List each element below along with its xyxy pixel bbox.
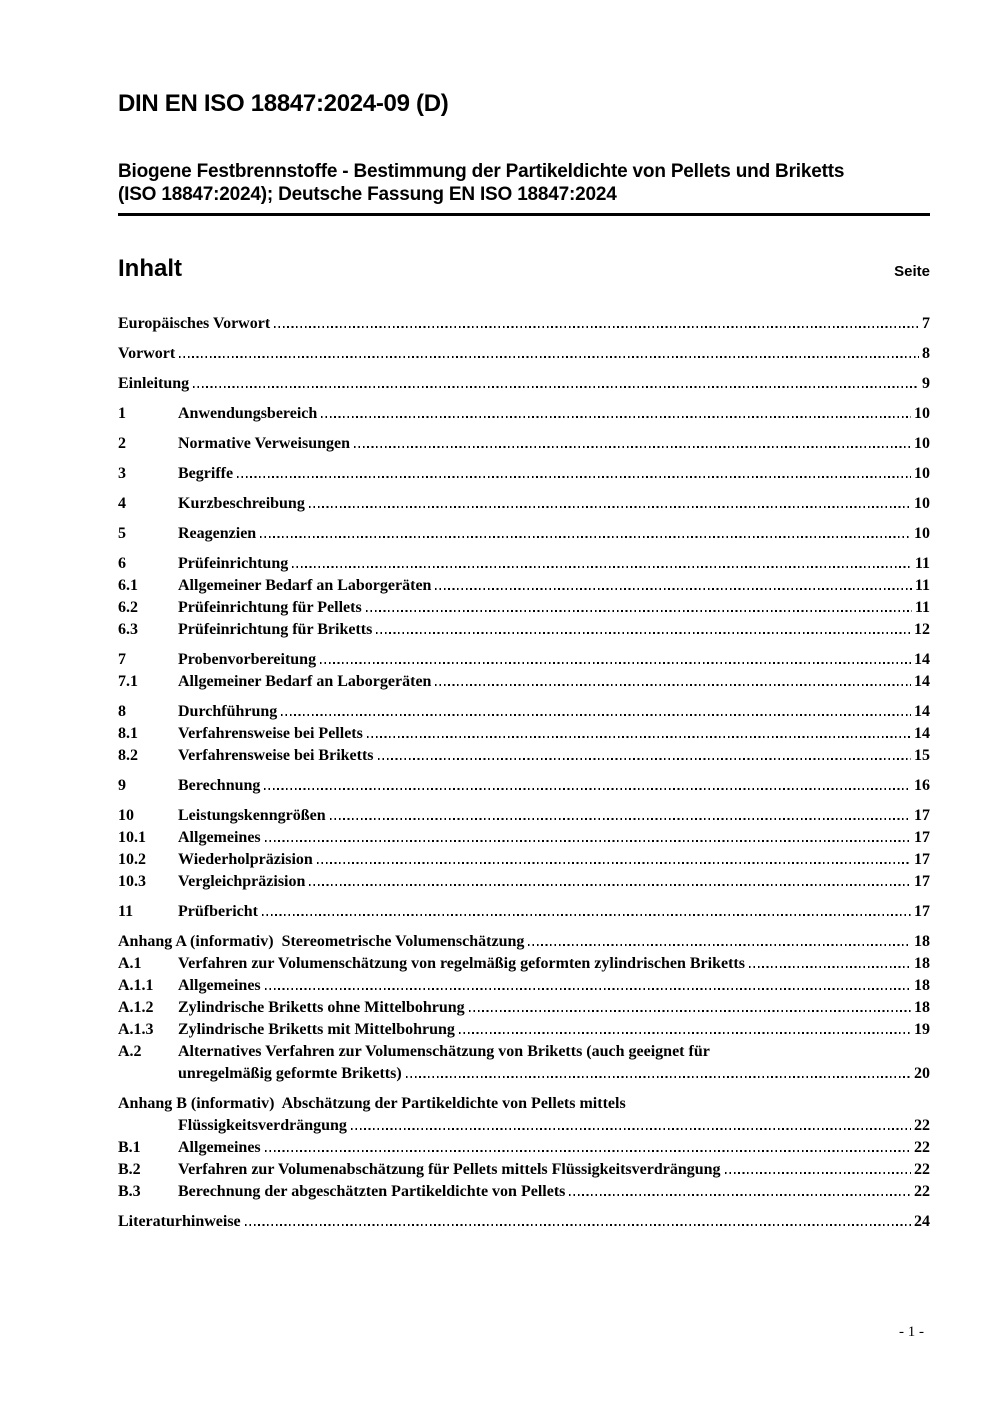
toc-entry-label: Anwendungsbereich [178, 405, 318, 422]
toc-entry-page: 11 [914, 577, 930, 594]
toc-entry-page: 17 [914, 903, 930, 920]
toc-entry-page: 10 [914, 525, 930, 542]
toc-entry [118, 1115, 930, 1137]
toc-entry [118, 953, 930, 975]
toc-entry-page: 22 [914, 1161, 930, 1178]
toc-entry-page: 10 [914, 435, 930, 452]
toc-entry [118, 827, 930, 849]
toc-entry-number: B.2 [118, 1161, 141, 1178]
toc-leader-dots [435, 684, 911, 686]
toc-leader-dots [320, 662, 911, 664]
toc-group [118, 775, 930, 797]
toc-group [118, 805, 930, 893]
toc-entry-number: A.1.2 [118, 999, 154, 1016]
toc-entry-label: Probenvorbereitung [178, 651, 317, 668]
toc-entry-page: 14 [914, 703, 930, 720]
toc-entry-label: Vorwort [118, 345, 176, 362]
document-title-line-1: Biogene Festbrennstoffe - Bestimmung der Partikeldichte von Pellets und Briketts [118, 161, 845, 182]
toc-entry-number: 6.2 [118, 599, 138, 616]
toc-group [118, 403, 930, 425]
toc-leader-dots [262, 914, 911, 916]
toc-entry-label: Prüfeinrichtung [178, 555, 289, 572]
toc-leader-dots [528, 944, 911, 946]
toc-entry-label: Wiederholpräzision [178, 851, 313, 868]
toc-entry-number: A.1.1 [118, 977, 154, 994]
toc-entry-label: Zylindrische Briketts ohne Mittelbohrung [178, 999, 465, 1016]
toc-leader-dots [292, 566, 912, 568]
toc-group [118, 553, 930, 641]
toc-entry-label: Verfahrensweise bei Pellets [178, 725, 363, 742]
toc-entry-page: 17 [914, 851, 930, 868]
toc-group [118, 313, 930, 335]
toc-group [118, 493, 930, 515]
toc-entry-label: Begriffe [178, 465, 234, 482]
toc-entry [118, 745, 930, 767]
page-column-label: Seite [894, 263, 930, 280]
toc-entry [118, 931, 930, 953]
toc-entry-page: 14 [914, 725, 930, 742]
toc-leader-dots [330, 818, 911, 820]
toc-entry-label: Verfahrensweise bei Briketts [178, 747, 374, 764]
toc-leader-dots [459, 1032, 911, 1034]
toc-entry-number: B.1 [118, 1139, 141, 1156]
toc-entry-number: 4 [118, 495, 126, 512]
contents-heading: Inhalt [118, 255, 182, 282]
toc-entry-number: 8 [118, 703, 126, 720]
toc-entry-number: 1 [118, 405, 126, 422]
toc-leader-dots [260, 536, 911, 538]
toc-group [118, 523, 930, 545]
toc-entry-label: Allgemeiner Bedarf an Laborgeräten [178, 673, 432, 690]
toc-entry-page: 14 [914, 651, 930, 668]
toc-leader-dots [321, 416, 911, 418]
toc-entry [118, 1093, 930, 1115]
toc-entry [118, 975, 930, 997]
toc-entry-page: 22 [914, 1183, 930, 1200]
toc-entry [118, 901, 930, 923]
toc-leader-dots [245, 1224, 911, 1226]
toc-entry-page: 22 [914, 1117, 930, 1134]
toc-entry [118, 523, 930, 545]
toc-entry [118, 373, 930, 395]
toc-entry-number: 10.2 [118, 851, 146, 868]
toc-leader-dots [264, 788, 911, 790]
toc-entry-number: 2 [118, 435, 126, 452]
toc-entry [118, 849, 930, 871]
toc-entry-number: 7.1 [118, 673, 138, 690]
toc-entry [118, 1019, 930, 1041]
toc-entry-page: 8 [922, 345, 930, 362]
toc-entry-page: 10 [914, 495, 930, 512]
toc-leader-dots [354, 446, 911, 448]
toc-entry [118, 805, 930, 827]
toc-leader-dots [265, 1150, 911, 1152]
toc-entry [118, 343, 930, 365]
toc-entry-number: A.1.3 [118, 1021, 154, 1038]
toc-entry [118, 723, 930, 745]
table-of-contents [118, 313, 930, 1233]
toc-entry-label: Einleitung [118, 375, 190, 392]
toc-leader-dots [237, 476, 911, 478]
toc-entry-label: Prüfbericht [178, 903, 258, 920]
toc-entry [118, 1181, 930, 1203]
toc-group [118, 649, 930, 693]
toc-entry-label: Anhang A (informativ) Stereometrische Volumenschätzung [118, 933, 525, 950]
toc-entry-page: 22 [914, 1139, 930, 1156]
toc-entry-label: Verfahren zur Volumenschätzung von regelmäßig geformten zylindrischen Briketts [178, 955, 745, 972]
toc-entry [118, 575, 930, 597]
toc-entry [118, 701, 930, 723]
toc-entry-page: 24 [914, 1213, 930, 1230]
toc-entry-label: Allgemeiner Bedarf an Laborgeräten [178, 577, 432, 594]
toc-leader-dots [281, 714, 911, 716]
toc-entry-page: 14 [914, 673, 930, 690]
toc-entry-page: 15 [914, 747, 930, 764]
toc-entry-label: Allgemeines [178, 829, 261, 846]
toc-entry-page: 19 [914, 1021, 930, 1038]
toc-leader-dots [749, 966, 911, 968]
toc-entry-page: 10 [914, 405, 930, 422]
toc-entry [118, 775, 930, 797]
toc-entry [118, 671, 930, 693]
toc-entry-number: 7 [118, 651, 126, 668]
page-content [118, 0, 930, 1233]
toc-leader-dots [309, 884, 911, 886]
toc-leader-dots [274, 326, 919, 328]
toc-leader-dots [378, 758, 911, 760]
toc-entry-label: Kurzbeschreibung [178, 495, 305, 512]
toc-entry-page: 18 [914, 999, 930, 1016]
toc-leader-dots [469, 1010, 911, 1012]
toc-entry-page: 11 [914, 555, 930, 572]
toc-entry-number: 3 [118, 465, 126, 482]
toc-entry [118, 493, 930, 515]
toc-entry-number: A.2 [118, 1043, 142, 1060]
toc-leader-dots [366, 610, 912, 612]
toc-entry-number: 10 [118, 807, 134, 824]
toc-entry-label: Vergleichpräzision [178, 873, 306, 890]
toc-entry [118, 1159, 930, 1181]
toc-entry-page: 12 [914, 621, 930, 638]
toc-entry-label: Verfahren zur Volumenabschätzung für Pellets mittels Flüssigkeitsverdrängung [178, 1161, 721, 1178]
toc-entry-page: 16 [914, 777, 930, 794]
toc-leader-dots [265, 988, 911, 990]
contents-header-row [118, 255, 930, 282]
toc-entry-number: 6.3 [118, 621, 138, 638]
toc-entry [118, 433, 930, 455]
toc-entry-number: 5 [118, 525, 126, 542]
toc-entry-number: 9 [118, 777, 126, 794]
toc-entry [118, 1137, 930, 1159]
toc-leader-dots [265, 840, 911, 842]
toc-entry-label: Reagenzien [178, 525, 257, 542]
toc-leader-dots [351, 1128, 911, 1130]
toc-entry-label: unregelmäßig geformte Briketts) [178, 1065, 402, 1082]
toc-entry-label: Prüfeinrichtung für Briketts [178, 621, 373, 638]
toc-entry [118, 1063, 930, 1085]
toc-leader-dots [376, 632, 911, 634]
toc-entry [118, 597, 930, 619]
toc-leader-dots [193, 386, 919, 388]
toc-leader-dots [317, 862, 911, 864]
toc-entry-label: Berechnung [178, 777, 261, 794]
toc-entry-page: 17 [914, 807, 930, 824]
toc-entry [118, 463, 930, 485]
toc-entry-page: 7 [922, 315, 930, 332]
toc-entry-number: 8.1 [118, 725, 138, 742]
toc-leader-dots [569, 1194, 911, 1196]
document-number: DIN EN ISO 18847:2024-09 (D) [118, 90, 449, 117]
toc-entry [118, 313, 930, 335]
toc-entry-number: 10.1 [118, 829, 146, 846]
toc-entry-label: Zylindrische Briketts mit Mittelbohrung [178, 1021, 455, 1038]
toc-entry [118, 1041, 930, 1063]
toc-entry-number: 8.2 [118, 747, 138, 764]
toc-entry-page: 11 [914, 599, 930, 616]
toc-entry [118, 1211, 930, 1233]
toc-leader-dots [435, 588, 911, 590]
toc-leader-dots [406, 1076, 911, 1078]
toc-group [118, 373, 930, 395]
toc-group [118, 1211, 930, 1233]
toc-group [118, 901, 930, 923]
toc-entry-page: 18 [914, 933, 930, 950]
document-title [118, 160, 930, 216]
toc-entry-label: Normative Verweisungen [178, 435, 350, 452]
toc-leader-dots [367, 736, 911, 738]
toc-leader-dots [179, 356, 919, 358]
toc-entry [118, 619, 930, 641]
toc-entry-label: Allgemeines [178, 977, 261, 994]
toc-entry-label: Europäisches Vorwort [118, 315, 271, 332]
toc-entry-label: Leistungskenngrößen [178, 807, 326, 824]
toc-entry-page: 20 [914, 1065, 930, 1082]
toc-entry-label: Allgemeines [178, 1139, 261, 1156]
toc-entry-page: 17 [914, 873, 930, 890]
toc-entry-label: Flüssigkeitsverdrängung [178, 1117, 347, 1134]
toc-leader-dots [309, 506, 911, 508]
toc-entry-label: Anhang B (informativ) Abschätzung der Partikeldichte von Pellets mittels [118, 1095, 626, 1112]
toc-group [118, 701, 930, 767]
toc-entry [118, 553, 930, 575]
toc-entry [118, 403, 930, 425]
toc-entry-number: 6 [118, 555, 126, 572]
toc-entry-page: 17 [914, 829, 930, 846]
toc-entry-number: A.1 [118, 955, 142, 972]
toc-entry-page: 9 [922, 375, 930, 392]
toc-entry-label: Berechnung der abgeschätzten Partikeldichte von Pellets [178, 1183, 566, 1200]
toc-entry [118, 997, 930, 1019]
document-title-line-2: (ISO 18847:2024); Deutsche Fassung EN ISO 18847:2024 [118, 184, 617, 205]
toc-entry-label: Prüfeinrichtung für Pellets [178, 599, 362, 616]
toc-entry-number: 11 [118, 903, 134, 920]
toc-entry-page: 18 [914, 977, 930, 994]
toc-entry [118, 871, 930, 893]
toc-group [118, 463, 930, 485]
toc-entry [118, 649, 930, 671]
toc-leader-dots [725, 1172, 911, 1174]
toc-entry-page: 10 [914, 465, 930, 482]
footer-page-number: - 1 - [899, 1324, 924, 1340]
toc-group [118, 433, 930, 455]
toc-entry-page: 18 [914, 955, 930, 972]
toc-entry-number: B.3 [118, 1183, 141, 1200]
toc-entry-number: 6.1 [118, 577, 138, 594]
toc-entry-label: Literaturhinweise [118, 1213, 241, 1230]
toc-entry-label: Alternatives Verfahren zur Volumenschätzung von Briketts (auch geeignet für [178, 1043, 710, 1060]
toc-entry-number: 10.3 [118, 873, 146, 890]
toc-group [118, 931, 930, 1085]
toc-group [118, 343, 930, 365]
toc-entry-label: Durchführung [178, 703, 278, 720]
toc-group [118, 1093, 930, 1203]
